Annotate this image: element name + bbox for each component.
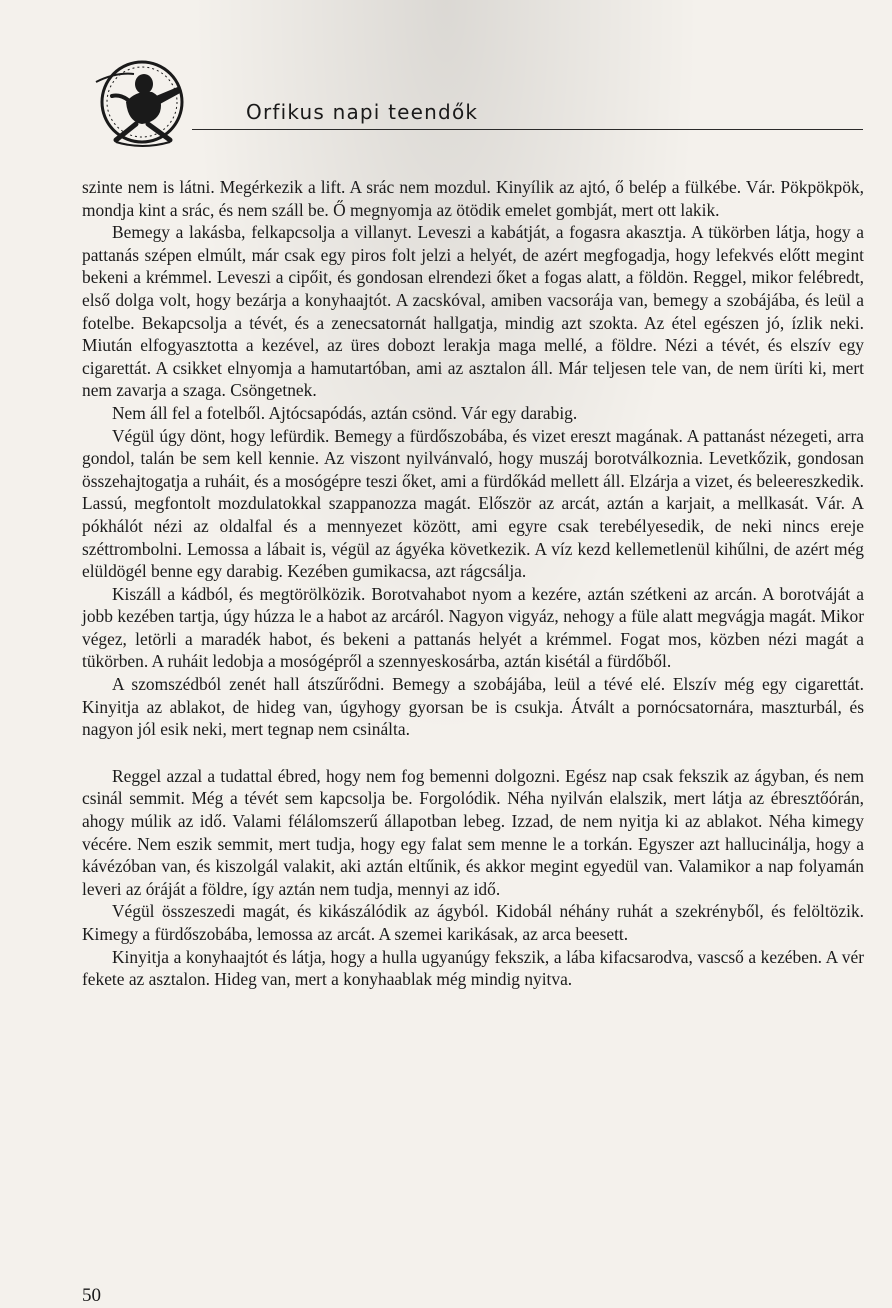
paragraph: Nem áll fel a fotelből. Ajtócsapódás, aztán csönd. Vár egy darabig. <box>112 402 578 423</box>
paragraph: Végül összeszedi magát, és kikászálódik az ágyból. Kidobál néhány ruhát a szekrényből, és felöltözik. Kimegy a fürdőszobába, lemossa az arcát. A szemei karikásak, az arca beesett. <box>82 901 864 944</box>
paragraph: szinte nem is látni. Megérkezik a lift. A srác nem mozdul. Kinyílik az ajtó, ő belép a fülkébe. Vár. Pökpökpök, mondja kint a srác, és nem száll be. Ő megnyomja az ötödik emelet gombját, mert ott lakik. <box>82 177 864 220</box>
running-header-title: Orfikus napi teendők <box>246 100 479 124</box>
page-number: 50 <box>82 1285 101 1306</box>
paragraph: A szomszédból zenét hall átszűrődni. Bemegy a szobájába, leül a tévé elé. Elszív még egy cigarettát. Kinyitja az ablakot, de hideg van, úgyhogy gyorsan be is csukja. Átvált a pornócsatornára, maszturbál, és nagyon jól esik neki, mert tegnap nem csinálta. <box>82 674 864 740</box>
section-break <box>82 741 864 765</box>
header-divider <box>192 129 863 130</box>
paragraph: Kiszáll a kádból, és megtörölközik. Borotvahabot nyom a kezére, aztán szétkeni az arcán. A borotváját a jobb kezében tartja, úgy húzza le a habot az arcáról. Nagyon vigyáz, nehogy a füle alatt megvágja magát. Mikor végez, letörli a maradék habot, és bekeni a pattanás helyét a krémmel. Fogat mos, közben nézi magát a tükörben. A ruháit ledobja a mosógépről a szennyeskosárba, aztán kisétál a fürdőből. <box>82 583 864 672</box>
orpheus-figure-emblem-icon <box>86 52 198 152</box>
paragraph: Reggel azzal a tudattal ébred, hogy nem fog bemenni dolgozni. Egész nap csak fekszik az ágyban, és nem csinál semmit. Még a tévét sem kapcsolja be. Forgolódik. Néha nyilván elalszik, mert látja az ébresztőórán, ahogy múlik az idő. Valami félálomszerű állapotban lebeg. Izzad, de nem nyitja ki az ablakot. Néha kimegy vécére. Nem eszik semmit, mert tudja, hogy egy falat sem menne le a torkán. Egyszer azt hallucinálja, hogy a kávézóban van, és kiszolgál valakit, aki aztán eltűnik, és akkor megint egyedül van. Valamikor a nap folyamán leveri az óráját a földre, így aztán nem tudja, mennyi az idő. <box>82 765 864 899</box>
body-text <box>82 176 864 991</box>
paragraph: Bemegy a lakásba, felkapcsolja a villanyt. Leveszi a kabátját, a fogasra akasztja. A tükörben látja, hogy a pattanás szépen elmúlt, már csak egy piros folt jelzi a helyét, de azért megfogadja, hogy lefekvés előtt megint bekeni a krémmel. Leveszi a cipőit, és gondosan elrendezi őket a fogas alatt, a földön. Reggel, mikor felébredt, első dolga volt, hogy bezárja a konyhaajtót. A zacskóval, amiben vacsorája van, bemegy a szobájába, és leül a fotelbe. Bekapcsolja a tévét, és a zenecsatornát hallgatja, mindig azt szokta. Az étel egészen jó, ízlik neki. Miután elfogyasztotta a kezével, az üres dobozt lerakja maga mellé, a földre. Nézi a tévét, és elszív egy cigarettát. A csikket elnyomja a hamutartóban, ami az asztalon áll. Már teljesen tele van, de nem üríti ki, mert nem zavarja a szaga. Csöngetnek. <box>82 222 864 401</box>
paragraph: Kinyitja a konyhaajtót és látja, hogy a hulla ugyanúgy fekszik, a lába kifacsarodva, vascső a kezében. A vér fekete az asztalon. Hideg van, mert a konyhaablak még mindig nyitva. <box>82 946 864 990</box>
paragraph: Végül úgy dönt, hogy lefürdik. Bemegy a fürdőszobába, és vizet ereszt magának. A pattanást nézegeti, arra gondol, talán be sem kell kennie. Az viszont nyilvánvaló, hogy muszáj borotválkoznia. Levetkőzik, gondosan összehajtogatja a ruháit, és a mosógépre teszi őket, ami a fürdőkád mellett áll. Elzárja a vizet, és beleereszkedik. Lassú, megfontolt mozdulatokkal szappanozza magát. Először az arcát, aztán a karjait, a mellkasát. Vár. A pókhálót nézi az oldalfal és a mennyezet között, ami egyre csak terebélyesedik, de neki nincs ereje széttrombolni. Lemossa a lábait is, végül az ágyéka következik. A víz kezd kellemetlenül kihűlni, de azért még elüldögél benne egy darabig. Kezében gumikacsa, azt rágcsálja. <box>82 425 864 582</box>
